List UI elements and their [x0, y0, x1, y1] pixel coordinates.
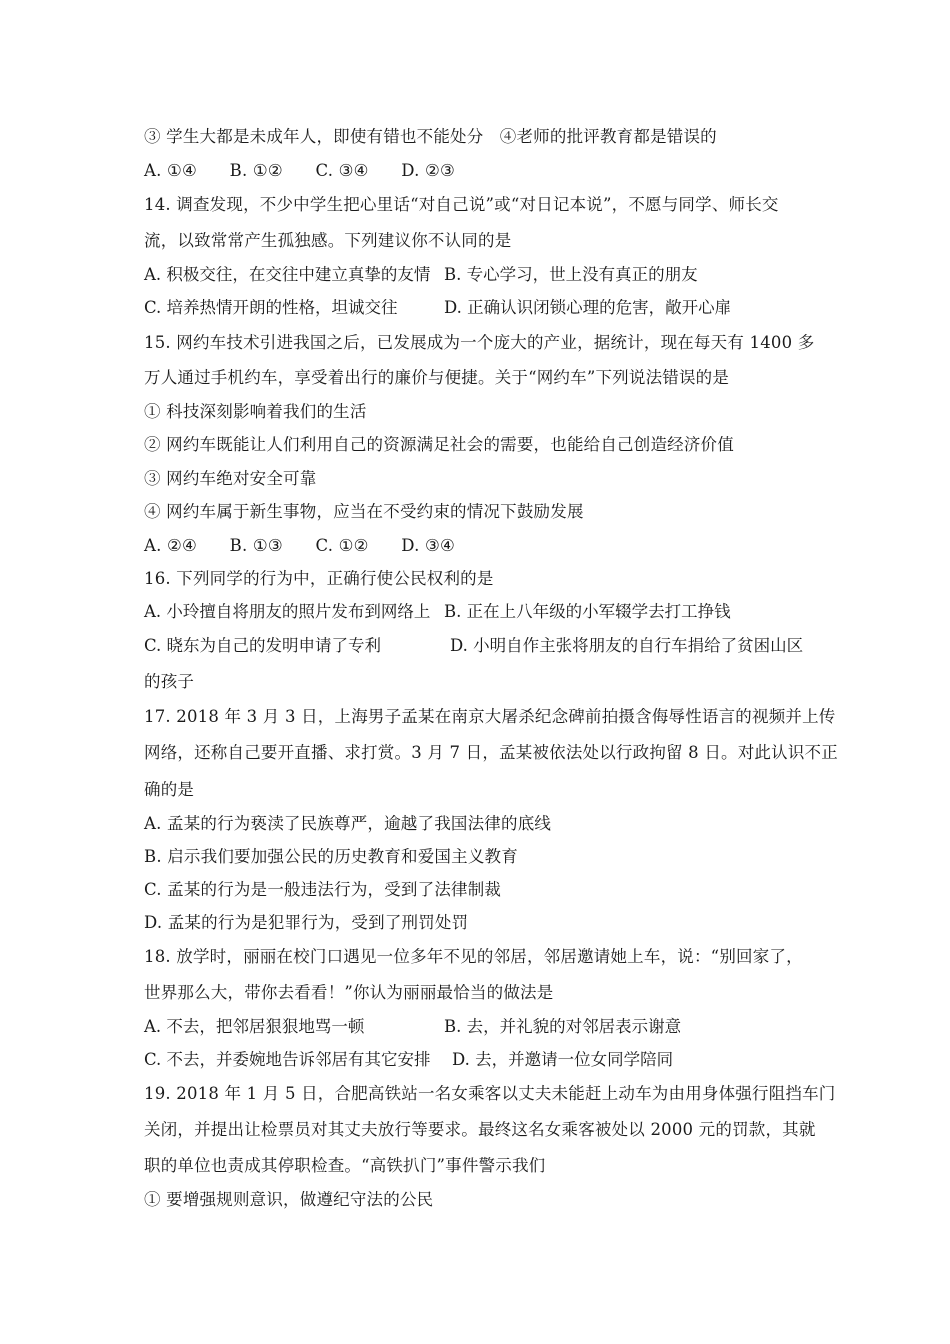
q16-option-d: D. 小明自作主张将朋友的自行车捐给了贫困山区	[450, 636, 804, 655]
q14-stem-line1: 14. 调查发现，不少中学生把心里话“对自己说”或“对日记本说”，不愿与同学、师长交	[144, 195, 779, 214]
q16-option-c: C. 晓东为自己的发明申请了专利	[144, 636, 382, 655]
q17-option-b: B. 启示我们要加强公民的历史教育和爱国主义教育	[144, 847, 518, 866]
q14-option-b: B. 专心学习，世上没有真正的朋友	[444, 265, 698, 284]
q19-statement-1: ① 要增强规则意识，做遵纪守法的公民	[144, 1190, 434, 1209]
q17-stem-line2: 网络，还称自己要开直播、求打赏。3 月 7 日，孟某被依法处以行政拘留 8 日。对此认识不正	[144, 743, 838, 762]
q15-statement-3: ③ 网约车绝对安全可靠	[144, 469, 317, 488]
q15-stem-line1: 15. 网约车技术引进我国之后，已发展成为一个庞大的产业，据统计，现在每天有 1400 多	[144, 333, 815, 352]
q17-stem-line1: 17. 2018 年 3 月 3 日，上海男子孟某在南京大屠杀纪念碑前拍摄含侮辱性语言的视频并上传	[144, 707, 836, 726]
q17-option-c: C. 孟某的行为是一般违法行为，受到了法律制裁	[144, 880, 502, 899]
q17-option-d: D. 孟某的行为是犯罪行为，受到了刑罚处罚	[144, 913, 469, 932]
q17-option-a: A. 孟某的行为亵渎了民族尊严，逾越了我国法律的底线	[144, 814, 552, 833]
q18-option-a: A. 不去，把邻居狠狠地骂一顿	[144, 1017, 365, 1036]
q15-answer-choices: A. ②④ B. ①③ C. ①② D. ③④	[144, 536, 456, 555]
q13-answer-choices: A. ①④ B. ①② C. ③④ D. ②③	[144, 161, 456, 180]
q19-stem-line1: 19. 2018 年 1 月 5 日，合肥高铁站一名女乘客以丈夫未能赶上动车为由用身体强行阻挡车门	[144, 1084, 836, 1103]
q17-stem-line3: 确的是	[144, 780, 195, 799]
q16-option-b: B. 正在上八年级的小军辍学去打工挣钱	[444, 602, 731, 621]
q16-option-a: A. 小玲擅自将朋友的照片发布到网络上	[144, 602, 431, 621]
q18-option-b: B. 去，并礼貌的对邻居表示谢意	[444, 1017, 682, 1036]
q14-option-c: C. 培养热情开朗的性格，坦诚交往	[144, 298, 398, 317]
q18-option-d: D. 去，并邀请一位女同学陪同	[452, 1050, 674, 1069]
q16-stem: 16. 下列同学的行为中，正确行使公民权利的是	[144, 569, 494, 588]
q15-statement-2: ② 网约车既能让人们利用自己的资源满足社会的需要，也能给自己创造经济价值	[144, 435, 734, 454]
q19-stem-line3: 职的单位也责成其停职检查。“高铁扒门”事件警示我们	[144, 1156, 546, 1175]
q15-statement-1: ① 科技深刻影响着我们的生活	[144, 402, 367, 421]
q15-stem-line2: 万人通过手机约车，享受着出行的廉价与便捷。关于“网约车”下列说法错误的是	[144, 368, 730, 387]
q14-stem-line2: 流，以致常常产生孤独感。下列建议你不认同的是	[144, 231, 512, 250]
q15-statement-4: ④ 网约车属于新生事物，应当在不受约束的情况下鼓励发展	[144, 502, 584, 521]
q14-option-d: D. 正确认识闭锁心理的危害，敞开心扉	[444, 298, 732, 317]
q13-option-3-4: ③ 学生大都是未成年人，即使有错也不能处分 ④老师的批评教育都是错误的	[144, 127, 717, 146]
q19-stem-line2: 关闭，并提出让检票员对其丈夫放行等要求。最终这名女乘客被处以 2000 元的罚款，其就	[144, 1120, 816, 1139]
q16-option-d-continued: 的孩子	[144, 672, 195, 691]
q14-option-a: A. 积极交往，在交往中建立真挚的友情	[144, 265, 431, 284]
q18-stem-line1: 18. 放学时，丽丽在校门口遇见一位多年不见的邻居，邻居邀请她上车，说：“别回家了，	[144, 947, 803, 966]
q18-option-c: C. 不去，并委婉地告诉邻居有其它安排	[144, 1050, 431, 1069]
q18-stem-line2: 世界那么大，带你去看看！”你认为丽丽最恰当的做法是	[144, 983, 554, 1002]
